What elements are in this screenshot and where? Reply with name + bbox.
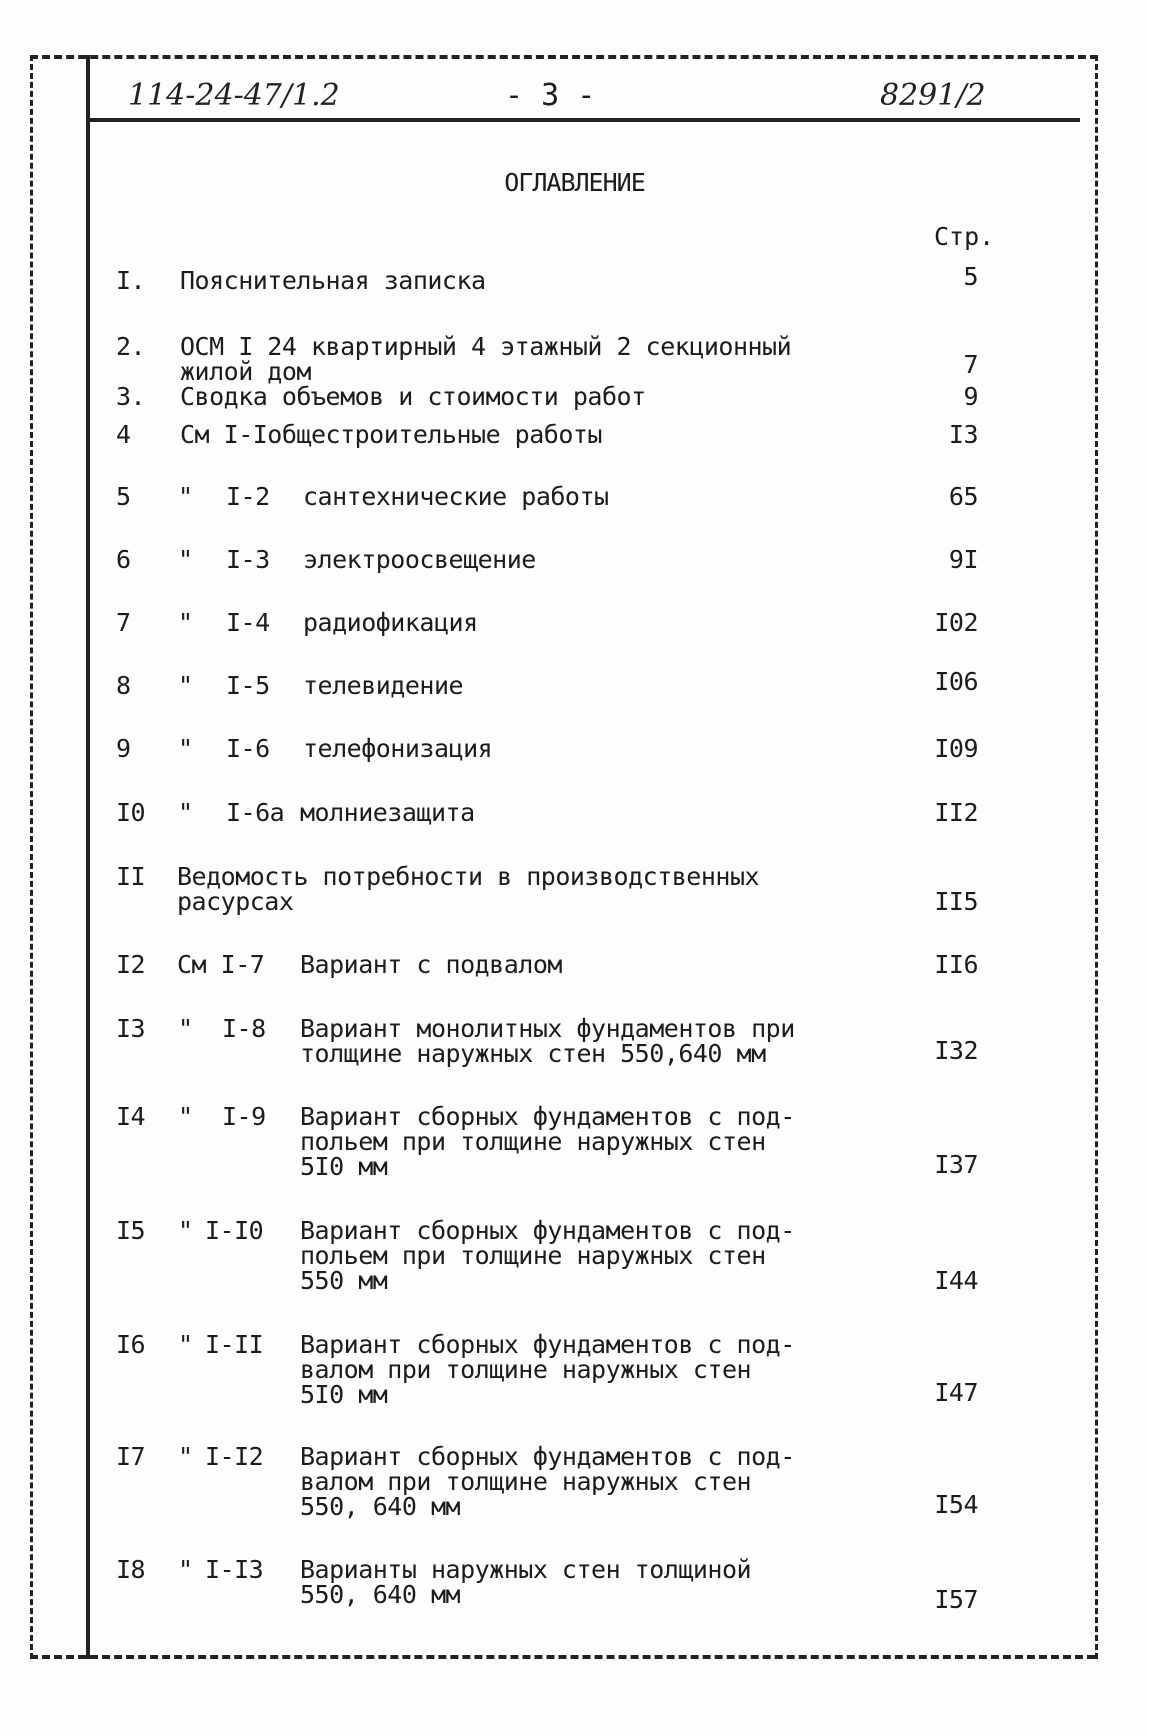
- entry-page: II5: [934, 887, 978, 916]
- entry-page: I06: [934, 667, 978, 696]
- ditto-mark: ": [178, 734, 193, 763]
- ditto-mark: ": [178, 1014, 193, 1043]
- entry-title: Сводка объемов и стоимости работ: [180, 382, 646, 411]
- entry-title: Варианты наружных стен толщиной 550, 640 мм: [300, 1555, 752, 1609]
- entry-page: 9: [963, 382, 978, 411]
- entry-title: Вариант сборных фундаментов с под- валом при толщине наружных стен 5I0 мм: [300, 1330, 795, 1409]
- entry-number: 2.: [116, 332, 146, 361]
- estimate-code: I-2: [226, 482, 270, 511]
- entry-title: телефонизация: [303, 734, 493, 763]
- archive-number: 8291/2: [880, 78, 986, 113]
- page-title: ОГЛАВЛЕНИЕ: [504, 168, 645, 197]
- estimate-code: I-I2: [205, 1442, 264, 1471]
- entry-page: II2: [934, 798, 978, 827]
- entry-page: 7: [963, 350, 978, 379]
- estimate-code: I-5: [226, 671, 270, 700]
- entry-title: Вариант монолитных фундаментов при толщине наружных стен 550,640 мм: [300, 1014, 795, 1068]
- entry-title: См I-Iобщестроительные работы: [180, 420, 602, 449]
- estimate-code: I-4: [226, 608, 270, 637]
- entry-page: I37: [934, 1150, 978, 1179]
- document-code: 114-24-47/1.2: [128, 78, 340, 113]
- entry-page: I32: [934, 1036, 978, 1065]
- page-column-label: Стр.: [934, 222, 995, 251]
- entry-page: I57: [934, 1585, 978, 1614]
- entry-number: I5: [116, 1216, 146, 1245]
- estimate-code: I-3: [226, 545, 270, 574]
- ditto-mark: ": [178, 1442, 193, 1471]
- entry-title: Пояснительная записка: [180, 266, 486, 295]
- estimate-code: I-I3: [205, 1555, 264, 1584]
- entry-number: I6: [116, 1330, 146, 1359]
- entry-page: I09: [934, 734, 978, 763]
- entry-page: I47: [934, 1378, 978, 1407]
- estimate-code: I-I0: [205, 1216, 264, 1245]
- entry-title: Вариант сборных фундаментов с под- валом при толщине наружных стен 550, 640 мм: [300, 1442, 795, 1521]
- entry-number: 9: [116, 734, 131, 763]
- entry-number: 8: [116, 671, 131, 700]
- entry-title: Вариант с подвалом: [300, 950, 562, 979]
- estimate-code: I-6а: [226, 798, 285, 827]
- entry-page: 9I: [948, 545, 978, 574]
- ditto-mark: ": [178, 1330, 193, 1359]
- entry-title: радиофикация: [303, 608, 478, 637]
- entry-number: I2: [116, 950, 146, 979]
- ditto-mark: ": [178, 1555, 193, 1584]
- entry-title: Вариант сборных фундаментов с под- польем при толщине наружных стен 550 мм: [300, 1216, 795, 1295]
- entry-number: 7: [116, 608, 131, 637]
- entry-number: 6: [116, 545, 131, 574]
- estimate-code: I-9: [222, 1102, 266, 1131]
- entry-page: I44: [934, 1266, 978, 1295]
- ditto-mark: ": [178, 671, 193, 700]
- ditto-mark: ": [178, 1216, 193, 1245]
- entry-title: Вариант сборных фундаментов с под- польем при толщине наружных стен 5I0 мм: [300, 1102, 795, 1181]
- ditto-mark: ": [178, 798, 193, 827]
- estimate-code: I-6: [226, 734, 270, 763]
- entry-page: I54: [934, 1490, 978, 1519]
- entry-number: I3: [116, 1014, 146, 1043]
- entry-title: сантехнические работы: [303, 482, 609, 511]
- estimate-code: I-II: [205, 1330, 264, 1359]
- estimate-code: См I-7: [177, 950, 265, 979]
- entry-number: I4: [116, 1102, 146, 1131]
- entry-title: Ведомость потребности в производственных расурсах: [177, 862, 760, 916]
- estimate-code: I-8: [222, 1014, 266, 1043]
- entry-title: электроосвещение: [303, 545, 536, 574]
- entry-number: I8: [116, 1555, 146, 1584]
- entry-number: 4: [116, 420, 131, 449]
- entry-title: молниезащита: [300, 798, 475, 827]
- entry-number: I.: [116, 266, 146, 295]
- entry-page: 65: [948, 482, 978, 511]
- entry-number: II: [116, 862, 146, 891]
- ditto-mark: ": [178, 1102, 193, 1131]
- entry-title: ОСМ I 24 квартирный 4 этажный 2 секционный жилой дом: [180, 332, 792, 386]
- entry-page: 5: [963, 262, 978, 291]
- entry-number: 3.: [116, 382, 146, 411]
- ditto-mark: ": [178, 545, 193, 574]
- entry-number: I7: [116, 1442, 146, 1471]
- entry-page: I3: [948, 420, 978, 449]
- page-number: - 3 -: [505, 78, 596, 113]
- ditto-mark: ": [178, 482, 193, 511]
- entry-number: I0: [116, 798, 146, 827]
- entry-page: I02: [934, 608, 978, 637]
- entry-page: II6: [934, 950, 978, 979]
- entry-number: 5: [116, 482, 131, 511]
- ditto-mark: ": [178, 608, 193, 637]
- entry-title: телевидение: [303, 671, 464, 700]
